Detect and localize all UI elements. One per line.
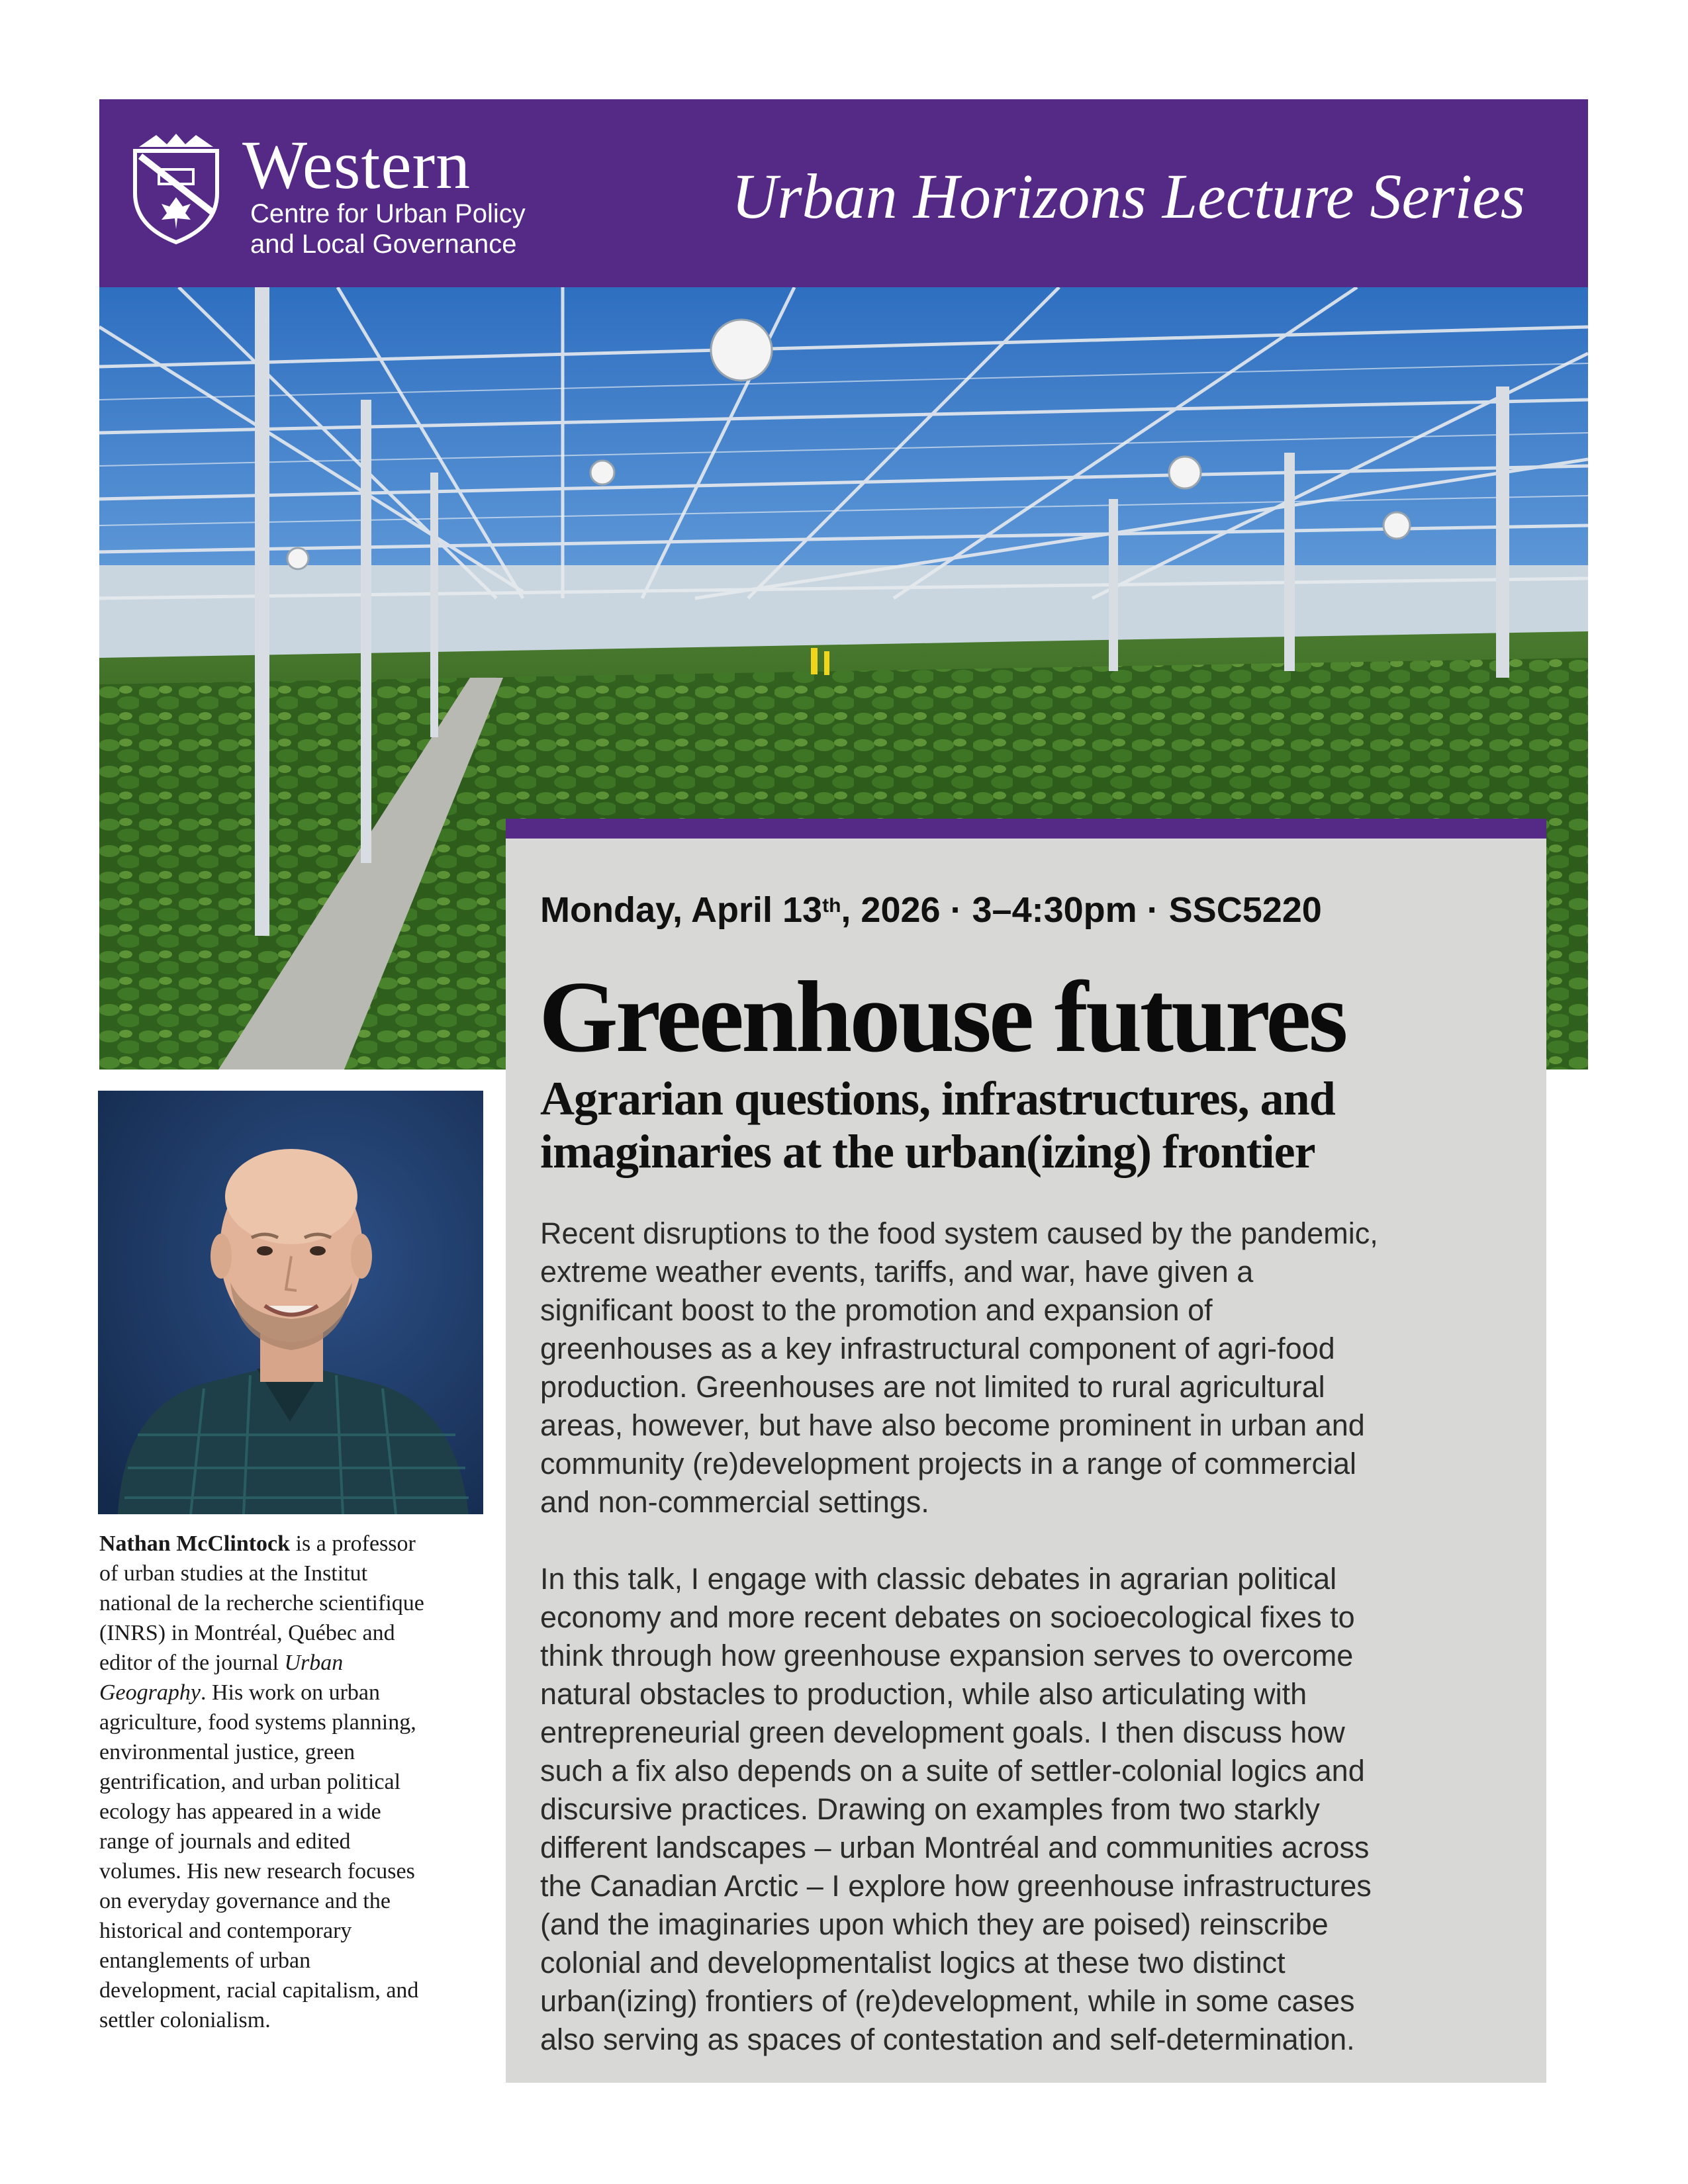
journal-name: Urban <box>284 1651 344 1675</box>
bio-line: agriculture, food systems planning, <box>99 1710 416 1735</box>
speaker-name: Nathan McClintock <box>99 1531 291 1556</box>
bio-line: settler colonialism. <box>99 2008 271 2032</box>
abstract-line: In this talk, I engage with classic debates in agrarian political <box>540 1562 1337 1596</box>
bio-line: entanglements of urban <box>99 1948 311 1973</box>
bio-line: range of journals and edited <box>99 1829 351 1854</box>
date-ordinal: th <box>822 895 841 917</box>
abstract-line: urban(izing) frontiers of (re)development, while in some cases <box>540 1984 1355 2018</box>
abstract-line: significant boost to the promotion and expansion of <box>540 1293 1213 1327</box>
event-time-location: , 2026 · 3–4:30pm · SSC5220 <box>841 890 1322 930</box>
bio-line: (INRS) in Montréal, Québec and <box>99 1621 395 1645</box>
bio-line: of urban studies at the Institut <box>99 1561 368 1586</box>
event-panel <box>506 819 1546 2083</box>
abstract-line: think through how greenhouse expansion serves to overcome <box>540 1639 1354 1672</box>
journal-name: Geography <box>99 1680 201 1705</box>
abstract-line: areas, however, but have also become prominent in urban and <box>540 1408 1365 1442</box>
subtitle-line: imaginaries at the urban(izing) frontier <box>540 1125 1315 1178</box>
abstract-line: Recent disruptions to the food system caused by the pandemic, <box>540 1216 1378 1250</box>
abstract-line: entrepreneurial green development goals. I then discuss how <box>540 1715 1345 1749</box>
bio-line: on everyday governance and the <box>99 1889 391 1913</box>
speaker-photo <box>98 1091 483 1514</box>
logo-wordmark: Western <box>242 127 471 203</box>
bio-line: ecology has appeared in a wide <box>99 1799 381 1824</box>
bio-line: editor of the journal Urban <box>99 1651 344 1675</box>
abstract-line: extreme weather events, tariffs, and war, have given a <box>540 1255 1254 1289</box>
bio-line: Geography. His work on urban <box>99 1680 380 1705</box>
abstract-line: colonial and developmentalist logics at these two distinct <box>540 1946 1286 1979</box>
logo-subtitle-line1: Centre for Urban Policy <box>250 199 526 228</box>
logo-subtitle-line2: and Local Governance <box>250 230 517 259</box>
abstract-line: production. Greenhouses are not limited to rural agricultural <box>540 1370 1325 1404</box>
abstract-line: also serving as spaces of contestation and self-determination. <box>540 2023 1355 2056</box>
bio-line: volumes. His new research focuses <box>99 1859 415 1884</box>
event-date: Monday, April 13 <box>540 890 823 930</box>
abstract-line: and non-commercial settings. <box>540 1485 929 1519</box>
speaker-bio <box>99 1529 490 2035</box>
bio-line: historical and contemporary <box>99 1919 352 1943</box>
talk-title: Greenhouse futures <box>539 961 1346 1073</box>
abstract-line: natural obstacles to production, while also articulating with <box>540 1677 1307 1711</box>
abstract-line: (and the imaginaries upon which they are poised) reinscribe <box>540 1907 1329 1941</box>
abstract-line: greenhouses as a key infrastructural component of agri-food <box>540 1332 1335 1365</box>
header-banner <box>99 99 1588 287</box>
bio-line: environmental justice, green <box>99 1740 355 1764</box>
abstract-line: community (re)development projects in a range of commercial <box>540 1447 1356 1480</box>
talk-abstract <box>540 1214 1533 2059</box>
abstract-line: different landscapes – urban Montréal and communities across <box>540 1831 1370 1864</box>
talk-subtitle <box>540 1072 1533 1178</box>
bio-line: gentrification, and urban political <box>99 1770 401 1794</box>
series-title: Urban Horizons Lecture Series <box>731 161 1525 232</box>
abstract-line: such a fix also depends on a suite of settler-colonial logics and <box>540 1754 1365 1788</box>
bio-line: national de la recherche scientifique <box>99 1591 424 1615</box>
western-crest-icon <box>130 132 222 245</box>
subtitle-line: Agrarian questions, infrastructures, and <box>540 1072 1335 1125</box>
abstract-line: the Canadian Arctic – I explore how greenhouse infrastructures <box>540 1869 1372 1903</box>
abstract-line: economy and more recent debates on socioecological fixes to <box>540 1600 1355 1634</box>
abstract-line: discursive practices. Drawing on examples from two starkly <box>540 1792 1320 1826</box>
bio-line: development, racial capitalism, and <box>99 1978 419 2003</box>
bio-line: Nathan McClintock is a professor <box>99 1531 416 1556</box>
event-date-time-location <box>540 889 1322 931</box>
